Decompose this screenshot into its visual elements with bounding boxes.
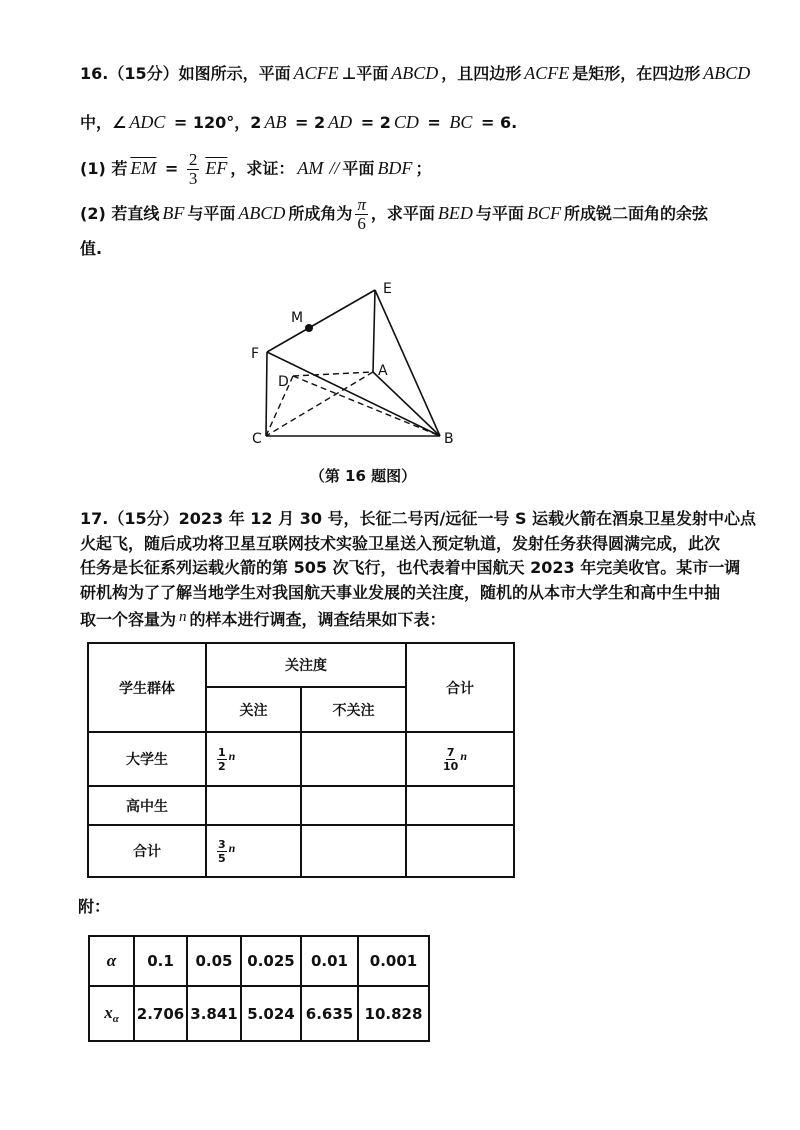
q16-math: ABCD <box>703 63 751 83</box>
fraction-denominator: 10 <box>443 759 459 773</box>
q16-text: ，且四边形 <box>441 64 522 83</box>
q16-text: 值. <box>80 239 103 258</box>
x-alpha-header <box>89 986 134 1041</box>
header-follow: 关注 <box>206 687 301 732</box>
fraction-numerator: 2 <box>188 150 198 169</box>
q17-text: 的样本进行调查，调查结果如下表： <box>189 610 446 629</box>
variable-n: n <box>228 841 236 855</box>
critical-value: 6.635 <box>301 986 358 1041</box>
vector-ef: $\overline{EF}$ <box>205 158 228 178</box>
vector-em: $\overline{EM}$ <box>130 158 157 178</box>
row-label: 合计 <box>88 825 206 877</box>
fraction <box>443 746 458 773</box>
table-cell <box>206 786 301 825</box>
header-attention: 关注度 <box>206 643 406 687</box>
row-label: 高中生 <box>88 786 206 825</box>
edge-fb <box>267 352 440 436</box>
q16-math: BF <box>162 203 185 223</box>
q16-text: = 2 <box>355 113 391 132</box>
survey-table <box>87 642 515 878</box>
label-a: A <box>378 363 388 379</box>
label-c: C <box>252 431 262 447</box>
critical-value: 2.706 <box>134 986 187 1041</box>
edge-ea <box>373 290 375 372</box>
q16-part-1 <box>80 148 431 189</box>
table-row <box>88 825 514 877</box>
fraction <box>217 838 227 865</box>
q16-math: BDF <box>377 158 413 178</box>
equals-sign: = <box>159 159 184 178</box>
table-cell <box>406 732 514 786</box>
fraction-two-thirds <box>187 151 200 188</box>
point-m-dot <box>305 324 313 332</box>
table-row <box>88 732 514 786</box>
label-m: M <box>291 310 304 326</box>
q16-math: ADC <box>129 112 166 132</box>
q16-math: BED <box>437 203 473 223</box>
q16-math: ABCD <box>238 203 286 223</box>
fraction-pi-over-six <box>355 196 368 233</box>
q16-text: = <box>421 113 447 132</box>
q16-math: BCF <box>526 203 561 223</box>
alpha-value: 0.025 <box>241 936 301 986</box>
variable-n: n <box>460 749 467 763</box>
edge-fc <box>266 352 267 436</box>
fraction-denominator: 6 <box>357 214 366 233</box>
fraction-numerator: 3 <box>218 837 226 851</box>
table-cell <box>406 786 514 825</box>
q17-line-4: 研机构为了了解当地学生对我国航天事业发展的关注度，随机的从本市大学生和高中生中抽 <box>80 583 721 602</box>
q16-part-1-label: (1) 若 <box>80 159 128 178</box>
table-header-row <box>88 643 514 687</box>
fraction <box>217 746 227 773</box>
fraction-numerator: 1 <box>218 745 226 759</box>
q16-math: ACFE <box>524 63 570 83</box>
edge-ab <box>373 372 440 436</box>
q16-part-2-label: (2) 若直线 <box>80 204 160 223</box>
q17-text: 取一个容量为 <box>80 610 177 629</box>
alpha-subscript: α <box>112 1012 119 1025</box>
label-f: F <box>251 346 260 362</box>
q17-line-3: 任务是长征系列运载火箭的第 505 次飞行，也代表着中国航天 2023 年完美收官。某市一调 <box>80 558 741 577</box>
alpha-value: 0.001 <box>358 936 429 986</box>
alpha-symbol: α <box>106 951 117 970</box>
parallel-symbol: // <box>329 158 340 178</box>
label-d: D <box>278 374 289 390</box>
q16-text: 中，∠ <box>80 113 127 132</box>
q16-math: AB <box>264 112 287 132</box>
sample-size-variable: n <box>179 609 187 625</box>
critical-value-row <box>89 986 429 1041</box>
q16-text: ，求平面 <box>370 204 435 223</box>
header-student-group: 学生群体 <box>88 643 206 732</box>
q16-line-5 <box>80 237 102 261</box>
q16-text: = 120°，2 <box>168 113 262 132</box>
variable-n: n <box>228 749 236 763</box>
x-symbol: x <box>104 1002 113 1022</box>
q16-text: 是矩形，在四边形 <box>572 64 701 83</box>
q16-text: 与平面 <box>475 204 524 223</box>
q16-text: 所成锐二面角的余弦 <box>563 204 708 223</box>
critical-value-table <box>88 935 430 1042</box>
figure-caption: （第 16 题图） <box>309 467 417 485</box>
header-not-follow: 不关注 <box>301 687 406 732</box>
q16-text: 16.（15分）如图所示，平面 <box>80 64 291 83</box>
alpha-value: 0.1 <box>134 936 187 986</box>
alpha-row <box>89 936 429 986</box>
table-cell <box>406 825 514 877</box>
q16-figure <box>230 275 470 455</box>
fraction-denominator: 5 <box>218 851 226 865</box>
q16-part-2 <box>80 193 708 234</box>
header-total: 合计 <box>406 643 514 732</box>
q17-line-1: 17.（15分）2023 年 12 月 30 号，长征二号丙/远征一号 S 运载火箭在酒泉卫星发射中心点 <box>80 509 757 528</box>
fraction-denominator: 3 <box>188 169 198 188</box>
table-row <box>88 786 514 825</box>
q16-text: 所成角为 <box>288 204 353 223</box>
fraction-numerator: 7 <box>446 745 455 759</box>
critical-value: 10.828 <box>358 986 429 1041</box>
label-b: B <box>444 431 454 447</box>
q16-math: CD <box>393 112 419 132</box>
q16-text: 与平面 <box>187 204 236 223</box>
q16-math: AM <box>297 158 324 178</box>
q16-math: BC <box>449 112 473 132</box>
table-cell <box>301 825 406 877</box>
appendix-label: 附： <box>78 897 111 916</box>
q17-line-2: 火起飞，随后成功将卫星互联网技术实验卫星送入预定轨道，发射任务获得圆满完成，此次 <box>80 534 721 553</box>
q17-line-5 <box>80 605 446 632</box>
edge-da-hidden <box>293 372 373 376</box>
q16-text: 平面 <box>342 159 375 178</box>
q16-text: = 2 <box>289 113 326 132</box>
critical-value: 5.024 <box>241 986 301 1041</box>
label-e: E <box>383 281 392 297</box>
alpha-value: 0.05 <box>187 936 241 986</box>
q16-text: ⊥平面 <box>341 64 389 83</box>
critical-value: 3.841 <box>187 986 241 1041</box>
q16-text: = 6. <box>475 113 518 132</box>
q16-line-2 <box>80 110 517 135</box>
table-cell <box>301 786 406 825</box>
table-cell <box>206 825 301 877</box>
row-label: 大学生 <box>88 732 206 786</box>
q16-text: ； <box>415 159 432 178</box>
q16-line-1 <box>80 61 753 86</box>
alpha-value: 0.01 <box>301 936 358 986</box>
q16-math: AD <box>328 112 353 132</box>
fraction-numerator: π <box>357 195 366 214</box>
fraction-denominator: 2 <box>218 759 226 773</box>
q16-text: ，求证： <box>230 159 295 178</box>
q16-math: ABCD <box>391 63 439 83</box>
alpha-header <box>89 936 134 986</box>
table-cell <box>206 732 301 786</box>
edge-ef <box>267 290 375 352</box>
table-cell <box>301 732 406 786</box>
q16-math: ACFE <box>293 63 339 83</box>
